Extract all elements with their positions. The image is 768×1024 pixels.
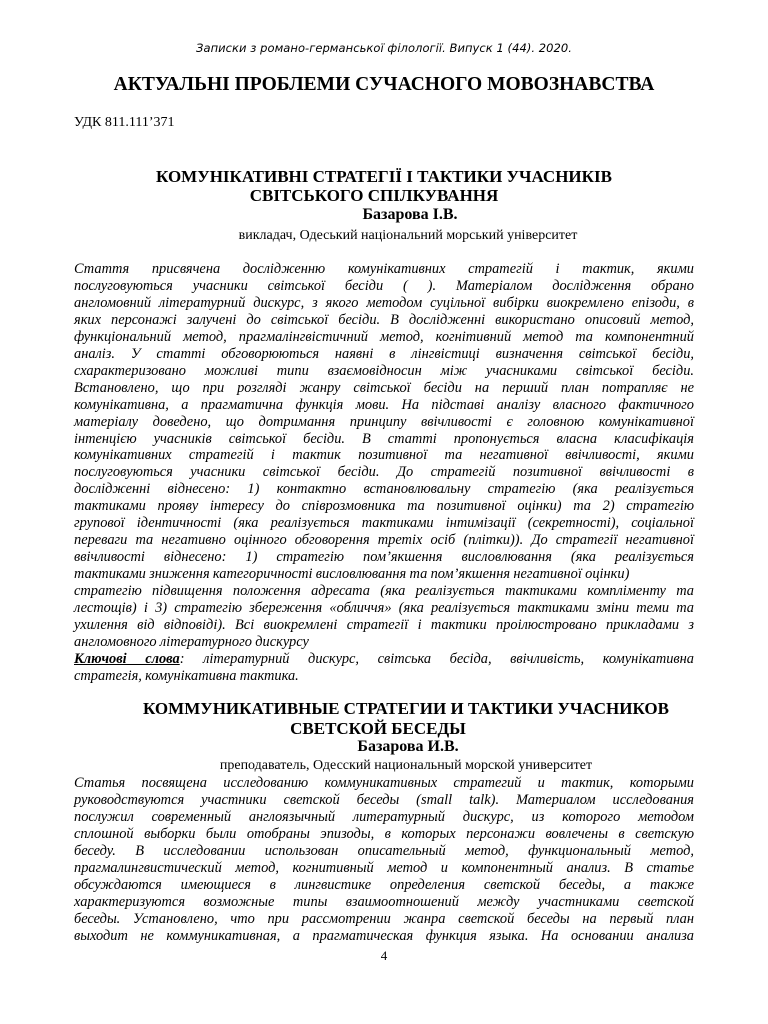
uk-abstract-line: ввічливості віднесено: 1) стратегію пом’якшення висловлювання (яка реалізується: [74, 549, 694, 566]
ru-abstract-line: послужил современный англоязычный литературный дискурс, из которого методом: [74, 808, 694, 825]
uk-abstract-line: послуговуються учасники світської бесіди. До стратегій позитивної ввічливості в: [74, 464, 694, 481]
uk-abstract-line: послуговуються учасники світської бесіди ( ). Матеріалом дослідження обрано: [74, 277, 694, 294]
uk-abstract-line: тактиками прояву інтересу до співрозмовника та позитивної оцінки) та 2) стратегію: [74, 498, 694, 515]
uk-keywords-line-2: стратегія, комунікативна тактика.: [74, 667, 299, 684]
uk-abstract-line: лестощів) і 3) стратегію збереження «обличчя» (яка реалізується тактиками зміни теми та: [74, 600, 694, 617]
journal-header: Записки з романо-германської філології. Випуск 1 (44). 2020.: [196, 41, 572, 55]
uk-abstract-line: переваги та негативно оцінного обговорення третіх осіб (плітки)). До стратегії негативної: [74, 532, 694, 549]
uk-abstract-line: Стаття присвячена дослідженню комунікативних стратегій і тактик, якими: [74, 261, 694, 277]
ru-abstract-line: выходит не коммуникативная, а прагматическая функция языка. На основании анализа: [74, 927, 694, 944]
uk-abstract-line: аналіз. У статті обговорюються наявні в лінгвістиці визначення світської бесіди,: [74, 345, 694, 362]
uk-abstract-line: англомовний літературний дискурс, з якого методом суцільної вибірки виокремлено епізоди, в: [74, 294, 694, 311]
uk-keywords-line: [74, 651, 694, 668]
uk-abstract-line: комунікативних стратегій і тактик позитивної та негативної ввічливості, якими: [74, 447, 694, 464]
ru-affiliation: преподаватель, Одесский национальный морской университет: [219, 758, 593, 773]
page-number: 4: [380, 948, 388, 963]
uk-title-line-1: КОМУНІКАТИВНІ СТРАТЕГІЇ І ТАКТИКИ УЧАСНИКІВ: [156, 167, 612, 186]
ru-title-line-1: КОММУНИКАТИВНЫЕ СТРАТЕГИИ И ТАКТИКИ УЧАСНИКОВ: [143, 699, 669, 718]
ru-abstract-line: сплошной выборки были отобраны эпизоды, в которых персонажи вовлечены в светскую: [74, 825, 694, 842]
uk-keywords-text: : літературний дискурс, світська бесіда, ввічливість, комунікативна: [179, 650, 694, 667]
uk-author: Базарова І.В.: [362, 206, 458, 223]
uk-abstract-line: комунікативна, а прагматична функція мови. На підставі аналізу власного фактичного: [74, 396, 694, 413]
section-title: АКТУАЛЬНІ ПРОБЛЕМИ СУЧАСНОГО МОВОЗНАВСТВА: [113, 74, 655, 95]
ru-abstract-line: обсуждаются имеющиеся в лингвистике определения светской беседы, а также: [74, 876, 694, 893]
ru-abstract: [74, 775, 694, 945]
ru-abstract-line: характеризуются возможные типы взаимоотношений между участниками светской: [74, 893, 694, 910]
uk-abstract-line: англомовного літературного дискурсу: [74, 633, 309, 650]
uk-abstract-line: групової ідентичності (яка реалізується тактиками інтимізації (секретності), соціальної: [74, 515, 694, 532]
uk-abstract: [74, 261, 694, 685]
uk-abstract-line: ухилення від відповіді). Всі виокремлені стратегії і тактики проілюстровано прикладами з: [74, 617, 694, 634]
ru-abstract-line: беседу. В исследовании использован описательный метод, функциональный метод,: [74, 842, 694, 859]
uk-title-line-2: СВІТСЬКОГО СПІЛКУВАННЯ: [249, 186, 499, 205]
uk-abstract-line: матеріалу доведено, що дотримання принципу ввічливості є головною комунікативної: [74, 413, 694, 430]
ru-abstract-line: беседы. Установлено, что при рассмотрении жанра светской беседы на первый план: [74, 910, 694, 927]
ru-abstract-line: Статья посвящена исследованию коммуникативных стратегий и тактик, которыми: [74, 775, 694, 791]
ru-abstract-line: прагмалингвистический метод, когнитивный метод и компонентный анализ. В статье: [74, 859, 694, 876]
uk-affiliation: викладач, Одеський національний морський університет: [238, 228, 578, 243]
uk-abstract-line: тактиками зниження категоричності висловлювання та пом’якшення негативної оцінки): [74, 566, 630, 583]
udc-code: УДК 811.111’371: [74, 115, 175, 130]
uk-abstract-line: функціональний метод, прагмалінгвістичний метод, когнітивний метод та компонентний: [74, 328, 694, 345]
uk-abstract-line: яких персонажі залучені до світської бесіди. В дослідженні використано описовий метод,: [74, 311, 694, 328]
uk-abstract-line: дослідженні віднесено: 1) контактно встановлювальну стратегію (яка реалізується: [74, 481, 694, 498]
uk-abstract-line: стратегію підвищення положення адресата (яка реалізується тактиками компліменту та: [74, 583, 694, 600]
uk-keywords-label: Ключові слова: [74, 650, 180, 667]
ru-author: Базарова И.В.: [357, 738, 459, 755]
ru-abstract-line: руководствуются участники светской беседы (small talk). Материалом исследования: [74, 791, 694, 808]
uk-abstract-line: інтенцією учасників світської бесіди. В статті пропонується власна класифікація: [74, 430, 694, 447]
ru-title-line-2: СВЕТСКОЙ БЕСЕДЫ: [290, 719, 466, 738]
uk-abstract-line: схарактеризовано можливі типи взаємовідносин між учасниками світської бесіди.: [74, 362, 694, 379]
uk-abstract-line: Встановлено, що при розгляді жанру світської бесіди на перший план потрапляє не: [74, 379, 694, 396]
